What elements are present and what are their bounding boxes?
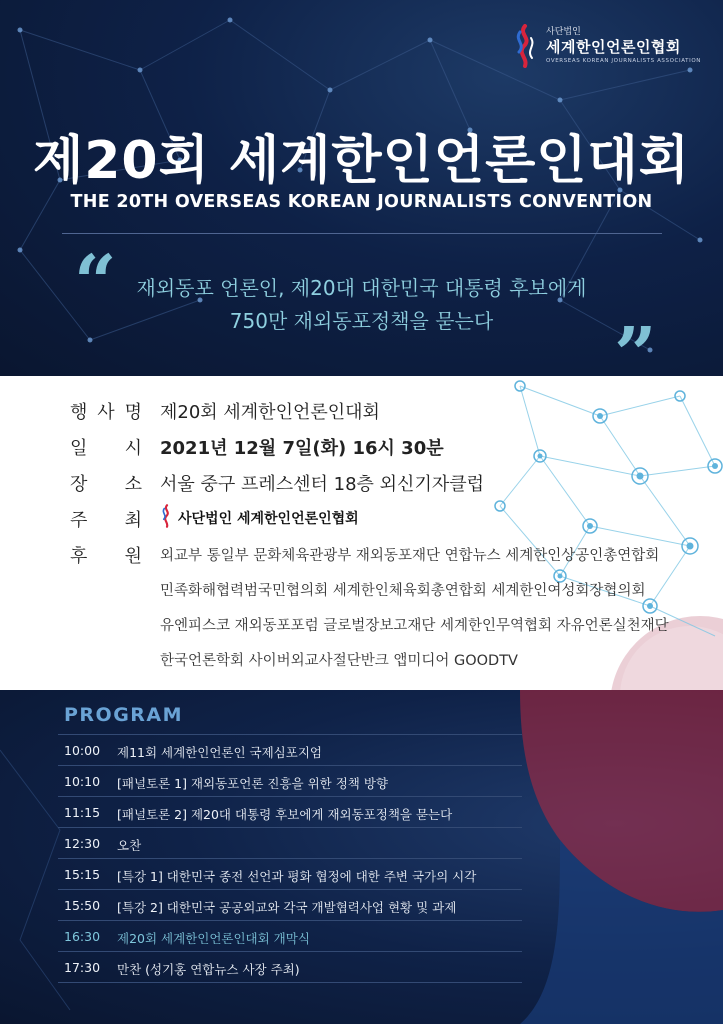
program-section — [0, 690, 723, 1024]
program-desc: [패널토론 2] 제20대 대통령 후보에게 재외동포정책을 묻는다 — [117, 807, 453, 822]
host-name: 사단법인 세계한인언론인협회 — [178, 511, 359, 527]
program-time: 16:30 — [64, 929, 101, 944]
program-item — [58, 951, 522, 983]
event-info-section — [0, 376, 723, 690]
logo-name: 세계한인언론인협회 — [546, 38, 681, 56]
program-item — [58, 889, 522, 920]
logo-prefix: 사단법인 — [546, 27, 581, 37]
page-title: 제20회 세계한인언론인대회 — [32, 131, 691, 191]
sponsor-line-2: 민족화해협력범국민협의회 세계한인체육회총연합회 세계한인여성회장협의회 — [160, 583, 646, 599]
sponsor-line-1: 외교부 통일부 문화체육관광부 재외동포재단 연합뉴스 세계한인상공인총연합회 — [160, 548, 660, 564]
info-label-date: 일 시 — [70, 438, 142, 459]
program-desc: [특강 1] 대한민국 종전 선언과 평화 협정에 대한 주변 국가의 시각 — [117, 869, 477, 884]
program-item — [58, 765, 522, 796]
header-section — [0, 0, 723, 376]
info-label-event: 행 사 명 — [70, 402, 142, 423]
divider — [62, 233, 662, 234]
host-emblem-icon — [160, 504, 174, 528]
info-label-host: 주 최 — [70, 510, 142, 531]
info-label-sponsor: 후 원 — [70, 546, 142, 567]
program-desc: [특강 2] 대한민국 공공외교와 각국 개발협력사업 현황 및 과제 — [117, 900, 457, 915]
logo-english: OVERSEAS KOREAN JOURNALISTS ASSOCIATION — [546, 58, 701, 64]
program-desc: 만찬 (성기홍 연합뉴스 사장 주최) — [117, 962, 300, 977]
program-item — [58, 827, 522, 858]
info-label-venue: 장 소 — [70, 474, 142, 495]
program-desc: [패널토론 1] 재외동포언론 진흥을 위한 정책 방향 — [117, 776, 388, 791]
program-time: 12:30 — [64, 836, 101, 851]
program-time: 17:30 — [64, 960, 101, 975]
close-quote-icon: ” — [614, 312, 657, 376]
program-item — [58, 920, 522, 951]
program-item — [58, 858, 522, 889]
program-desc: 제20회 세계한인언론인대회 개막식 — [117, 931, 310, 946]
sponsor-line-4: 한국언론학회 사이버외교사절단반크 앱미디어 GOODTV — [160, 653, 518, 669]
association-logo — [512, 22, 701, 70]
info-value-venue: 서울 중구 프레스센터 18층 외신기자클럽 — [160, 474, 484, 495]
program-time: 10:00 — [64, 743, 101, 758]
program-time: 15:15 — [64, 867, 101, 882]
program-item — [58, 734, 522, 765]
sponsor-line-3: 유엔피스코 재외동포포럼 글로벌장보고재단 세계한인무역협회 자유언론실천재단 — [160, 618, 669, 634]
program-time: 10:10 — [64, 774, 101, 789]
info-value-date: 2021년 12월 7일(화) 16시 30분 — [160, 438, 444, 459]
page-subtitle: THE 20TH OVERSEAS KOREAN JOURNALISTS CONVENTION — [70, 192, 653, 212]
program-item — [58, 796, 522, 827]
program-desc: 오찬 — [117, 838, 142, 853]
open-quote-icon: “ — [74, 240, 117, 326]
program-time: 11:15 — [64, 805, 101, 820]
program-desc: 제11회 세계한인언론인 국제심포지엄 — [117, 745, 322, 760]
quote-line-1: 재외동포 언론인, 제20대 대한민국 대통령 후보에게 — [136, 276, 587, 300]
association-emblem-icon — [512, 24, 538, 68]
program-time: 15:50 — [64, 898, 101, 913]
quote-line-2: 750만 재외동포정책을 묻는다 — [229, 309, 494, 333]
program-list — [58, 734, 522, 983]
info-value-event: 제20회 세계한인언론인대회 — [160, 402, 380, 423]
program-heading: PROGRAM — [64, 704, 184, 726]
